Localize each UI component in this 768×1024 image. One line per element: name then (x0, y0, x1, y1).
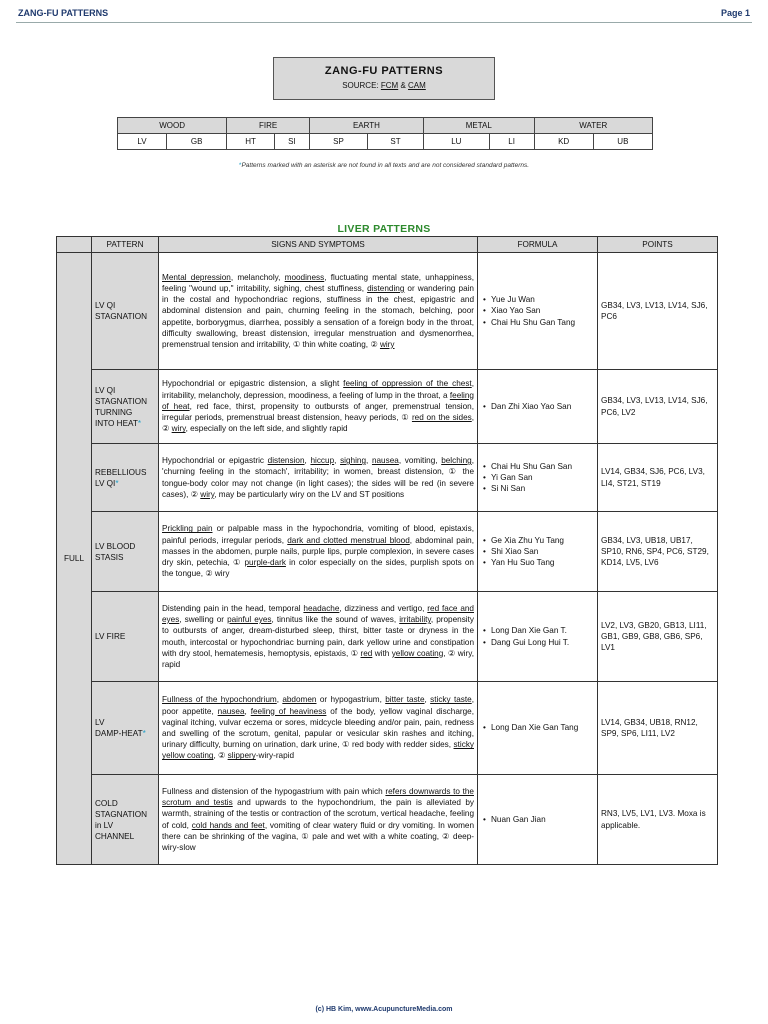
symptom-text: Fullness and distension of the hypogastrium with pain which (162, 786, 386, 796)
symptom-text: , (334, 456, 341, 466)
formula-item: • Yi Gan San (491, 472, 594, 483)
symptom-text: , vomiting, (398, 456, 442, 466)
formula-cell (478, 775, 598, 865)
symptom-text: feeling of heaviness (250, 706, 327, 716)
symptom-text: Mental depression (162, 272, 231, 282)
symptom-text: , red face, thirst, propensity to outbursts of anger, premenstrual tension, irregular periods, premenstrual breast distension, heavy periods, ① (162, 401, 475, 423)
header-points: POINTS (598, 237, 718, 253)
symptom-text: irritability (399, 615, 431, 625)
symptom-text: , abdominal pain, masses in the abdomen, purple nails, purple lips, purple complexion, in severe cases dry skin, petechia, ① (162, 535, 475, 568)
symptom-text: bitter taste (385, 695, 425, 705)
formula-item: • Nuan Gan Jian (491, 814, 594, 825)
source-amp: & (400, 81, 406, 90)
formula-list (481, 461, 594, 495)
pattern-name (92, 444, 159, 512)
formula-item: • Xiao Yao San (491, 305, 594, 316)
signs-symptoms (159, 775, 478, 865)
formula-cell (478, 682, 598, 775)
formula-cell (478, 370, 598, 444)
pattern-line: LV FIRE (95, 632, 126, 641)
header-pattern: PATTERN (92, 237, 159, 253)
pattern-name (92, 682, 159, 775)
symptom-text: Hypochondrial or epigastric distension, a slight (162, 379, 344, 389)
symptom-text: , 'churning feeling in the stomach', irritability; in women, breast distension, ① the tongue-body color may not change (in light cases); the sides will be red (in severe cases), ② (162, 456, 474, 499)
symptom-text: Prickling pain (162, 524, 213, 534)
pattern-name (92, 592, 159, 682)
symptom-text: nausea (371, 456, 399, 466)
asterisk-mark: * (137, 418, 142, 428)
table-body (57, 253, 718, 865)
source-line (274, 81, 494, 90)
symptom-text: Hypochondrial or epigastric (162, 456, 268, 466)
pattern-line: STAGNATION (95, 312, 148, 321)
pattern-line: LV BLOOD (95, 541, 136, 551)
symptom-text: , ② wiry, rapid (162, 648, 474, 669)
symptom-text: painful eyes (227, 615, 272, 625)
signs-symptoms (159, 682, 478, 775)
source-label: SOURCE: (342, 81, 379, 90)
symptom-text: sticky yellow coating (162, 740, 474, 761)
header-symptoms: SIGNS AND SYMPTOMS (159, 237, 478, 253)
pattern-line: STASIS (95, 552, 124, 562)
pattern-line: LV QI (95, 385, 116, 395)
symptom-text: or wandering pain in the costal and hypochondriac regions, stuffiness in the chest, epigastric and abdominal distension and pain, churning feeling in the stomach, belching, poor appetite, borborygmus, diarrhea, possibly a sensation of a foreign body in the throat, difficulty swallowing, breast distension, irregular menstruation and dysmenorrhea, premenstrual tension and irritability, ① thin white coating, ② (162, 283, 474, 349)
symptom-text: or hypogastrium, (316, 695, 386, 705)
pattern-line: CHANNEL (95, 831, 135, 841)
formula-list (481, 722, 594, 733)
section-title: LIVER PATTERNS (337, 223, 431, 235)
symptom-text: slippery (227, 751, 256, 761)
symptom-text: nausea (217, 706, 245, 716)
symptom-text: , (276, 695, 283, 705)
organ-row (118, 134, 653, 150)
symptom-text: , (366, 456, 372, 466)
symptom-text: red on the sides (411, 413, 472, 423)
symptom-text: , irritability, melancholy, depression, moodiness, a feeling of lump in the throat, a (162, 379, 474, 400)
formula-item: • Shi Xiao San (491, 546, 594, 557)
symptom-text: , (244, 706, 251, 716)
element-row (118, 118, 653, 134)
formula-item: • Dang Gui Long Hui T. (491, 637, 594, 648)
element-cell: WATER (534, 118, 652, 134)
formula-item: • Long Dan Xie Gan Tang (491, 722, 594, 733)
asterisk-note (0, 162, 768, 169)
pattern-line: STAGNATION (95, 396, 148, 406)
liver-patterns-table (56, 236, 718, 865)
organ-cell: LU (424, 134, 490, 150)
formula-item: • Long Dan Xie Gan T. (491, 625, 594, 636)
element-cell: FIRE (227, 118, 310, 134)
formula-item: • Dan Zhi Xiao Yao San (491, 401, 594, 412)
signs-symptoms (159, 444, 478, 512)
symptom-text: , propensity to outbursts of anger, dream-disturbed sleep, thirst, bitter taste or dryness in the mouth, intercostal or hypochondriac burning pain, dark yellow urine and constipation with dry stool, hematemesis, hemoptysis, epistaxis, ① (162, 615, 474, 658)
symptom-text: red face and eyes (162, 603, 474, 625)
symptom-text: of the body, yellow vaginal discharge, vaginal itching, vulvar eczema or sores, midcycle bleeding and/or pain, pain, redness and swelling of the scrotum, genital, papular or vesicular skin rashes and itching, urinary difficulty, burning on urination, dark urine, ① red body with redder sides, (162, 706, 474, 750)
pattern-line: INTO HEAT (95, 418, 138, 428)
pattern-name (92, 253, 159, 370)
symptom-text: feeling of oppression of the chest (343, 379, 472, 389)
signs-symptoms (159, 592, 478, 682)
signs-symptoms (159, 370, 478, 444)
note-asterisk: * (238, 162, 242, 169)
pattern-line: REBELLIOUS (95, 467, 147, 477)
symptom-text: , melancholy, (230, 272, 285, 282)
symptom-text: wiry (200, 489, 215, 499)
pattern-line: COLD (95, 798, 118, 808)
symptom-text: Fullness of the hypochondrium (162, 695, 277, 705)
pattern-line: TURNING (95, 407, 133, 417)
symptom-text: yellow coating (391, 648, 444, 658)
points-cell: LV2, LV3, GB20, GB13, LI11, GB1, GB9, GB8, GB6, SP6, LV1 (598, 592, 718, 682)
group-label-full: FULL (57, 253, 92, 865)
symptom-text: dark and clotted menstrual blood (287, 535, 410, 545)
symptom-text: wiry (379, 340, 395, 349)
symptom-text: distending (367, 283, 405, 293)
pattern-line: DAMP-HEAT (95, 729, 143, 738)
header-formula: FORMULA (478, 237, 598, 253)
symptom-text: , may be particularly wiry on the LV and ST positions (214, 489, 405, 499)
symptom-text: moodiness (284, 272, 325, 282)
header-title: ZANG-FU PATTERNS (18, 8, 109, 18)
table-row (57, 512, 718, 592)
symptom-text: Distending pain in the head, temporal (162, 603, 304, 613)
pattern-line: LV QI (95, 478, 116, 488)
points-cell: GB34, LV3, UB18, UB17, SP10, RN6, SP4, PC6, ST29, KD14, LV5, LV6 (598, 512, 718, 592)
points-cell: LV14, GB34, SJ6, PC6, LV3, LI4, ST21, ST19 (598, 444, 718, 512)
organ-cell: SI (274, 134, 309, 150)
points-cell: GB34, LV3, LV13, LV14, SJ6, PC6 (598, 253, 718, 370)
pattern-name (92, 775, 159, 865)
organ-cell: LI (489, 134, 534, 150)
element-cell: WOOD (118, 118, 227, 134)
pattern-name (92, 512, 159, 592)
symptom-text: feeling of heat (162, 390, 474, 411)
symptom-text: cold hands and feet (191, 820, 265, 830)
symptom-text: purple-dark (244, 558, 286, 568)
formula-item: • Chai Hu Shu Gan Tang (491, 317, 594, 328)
formula-item: • Yue Ju Wan (491, 294, 594, 305)
table-row (57, 253, 718, 370)
symptom-text: and upwards to the hypochondrium, the pain is alleviated by warmth, straining of the testis or contraction of the scrotum, vertical headache, feeling of cold, (162, 798, 475, 830)
symptom-text: belching (441, 456, 472, 466)
symptom-text: -wiry-rapid (255, 751, 295, 761)
symptom-text: in color especially on the sides, purplish spots on the tongue, ② wiry (162, 558, 474, 579)
formula-cell (478, 253, 598, 370)
symptom-text: headache (303, 603, 340, 613)
symptom-text: , dizziness and vertigo, (339, 603, 428, 613)
symptom-text: or palpable mass in the hypochondria, vomiting of blood, epistaxis, painful periods, irregular periods, (162, 524, 474, 545)
symptom-text: , especially on the left side, and slightly rapid (185, 424, 348, 434)
symptom-text: , (424, 695, 431, 705)
formula-item: • Ge Xia Zhu Yu Tang (491, 535, 594, 546)
footer-credit: (c) HB Kim, www.AcupunctureMedia.com (315, 1006, 453, 1013)
page-number: Page 1 (720, 8, 750, 18)
symptom-text: , ② (162, 413, 475, 434)
pattern-line: LV QI (95, 301, 116, 310)
symptom-text: , ② (213, 751, 228, 761)
table-row (57, 682, 718, 775)
symptom-text: , (304, 456, 311, 466)
symptom-text: , swelling or (179, 615, 228, 625)
formula-list (481, 294, 594, 328)
symptom-text: sticky taste (430, 695, 472, 705)
formula-item: • Chai Hu Shu Gan San (491, 461, 594, 472)
organ-cell: LV (118, 134, 167, 150)
asterisk-mark: * (115, 478, 119, 488)
organ-cell: GB (166, 134, 226, 150)
title-box (273, 57, 495, 100)
symptom-text: sighing (340, 456, 367, 466)
symptom-text: abdomen (282, 695, 317, 705)
formula-item: • Si Ni San (491, 483, 594, 494)
asterisk-mark: * (142, 729, 146, 738)
organ-cell: ST (368, 134, 424, 150)
points-cell: RN3, LV5, LV1, LV3. Moxa is applicable. (598, 775, 718, 865)
five-elements-table (117, 117, 653, 150)
source-cam: CAM (408, 81, 426, 90)
note-text: Patterns marked with an asterisk are not found in all texts and are not considered standard patterns. (241, 162, 530, 169)
table-row (57, 370, 718, 444)
organ-cell: SP (309, 134, 367, 150)
symptom-text: red (360, 648, 373, 658)
table-row (57, 444, 718, 512)
signs-symptoms (159, 512, 478, 592)
source-fcm: FCM (380, 81, 399, 90)
formula-list (481, 814, 594, 825)
symptom-text: with (372, 648, 392, 658)
table-header-row (57, 237, 718, 253)
formula-list (481, 535, 594, 569)
signs-symptoms (159, 253, 478, 370)
symptom-text: refers downwards to the scrotum and testis (162, 786, 474, 808)
document-title: ZANG-FU PATTERNS (324, 65, 444, 77)
symptom-text: hiccup (310, 456, 335, 466)
header-divider (16, 22, 752, 23)
formula-cell (478, 444, 598, 512)
formula-list (481, 625, 594, 647)
formula-list (481, 401, 594, 412)
pattern-line: LV (95, 718, 105, 727)
formula-cell (478, 512, 598, 592)
table-row (57, 592, 718, 682)
pattern-line: in LV (95, 820, 114, 830)
formula-cell (478, 592, 598, 682)
points-cell: GB34, LV3, LV13, LV14, SJ6, PC6, LV2 (598, 370, 718, 444)
symptom-text: , fluctuating mental state, unhappiness, feeling "wound up," irritability, sighing, chest stuffiness, (162, 272, 474, 293)
pattern-line: STAGNATION (95, 809, 148, 819)
symptom-text: , poor appetite, (162, 695, 474, 716)
symptom-text: distension (267, 456, 305, 466)
organ-cell: HT (227, 134, 275, 150)
element-cell: EARTH (309, 118, 423, 134)
points-cell: LV14, GB34, UB18, RN12, SP9, SP6, LI11, LV2 (598, 682, 718, 775)
table-row (57, 775, 718, 865)
header-blank (57, 237, 92, 253)
element-cell: METAL (424, 118, 535, 134)
formula-item: • Yan Hu Suo Tang (491, 557, 594, 568)
organ-cell: UB (593, 134, 652, 150)
organ-cell: KD (534, 134, 593, 150)
symptom-text: , tinnitus like the sound of waves, (271, 615, 400, 625)
symptom-text: , vomiting of clear watery fluid or dry vomiting. In women there can be shrinking of the vagina, ① pale and wet with a white coating, ② deep-wiry-slow (162, 820, 475, 852)
pattern-name (92, 370, 159, 444)
symptom-text: wiry (171, 424, 186, 434)
